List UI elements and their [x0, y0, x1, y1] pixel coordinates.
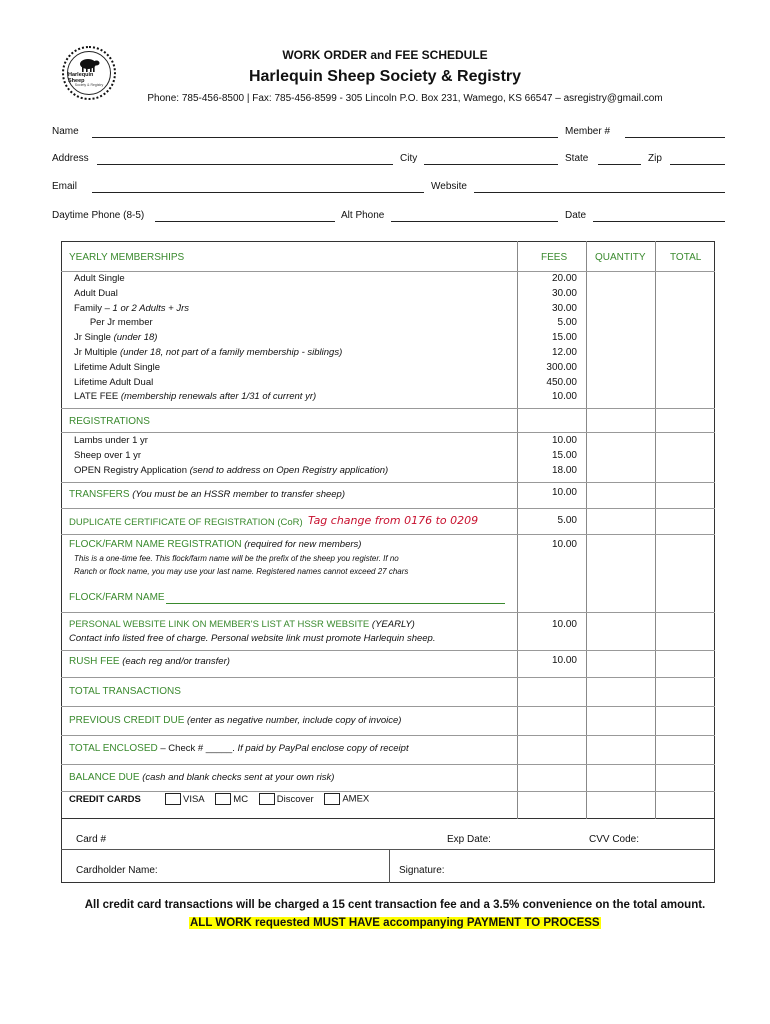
- memberships-item: [74, 331, 514, 346]
- alt-phone-field[interactable]: [391, 221, 558, 222]
- memberships-item: [74, 390, 514, 405]
- registrations-item: [74, 464, 514, 479]
- name-label: Name: [52, 126, 79, 137]
- memberships-item: [74, 272, 514, 287]
- transfers-header: TRANSFERS: [69, 489, 130, 500]
- visa-label: VISA: [183, 793, 205, 805]
- rush-fee-row: [69, 656, 230, 667]
- col-divider-total: [655, 241, 656, 819]
- memberships-item-note: (membership renewals after 1/31 of current yr): [120, 391, 317, 403]
- memberships-item-fee: 30.00: [551, 302, 577, 314]
- website-label: Website: [431, 181, 467, 192]
- yearly-memberships-header: YEARLY MEMBERSHIPS: [69, 252, 185, 263]
- registrations-item-fee: 18.00: [551, 464, 577, 476]
- card-number-label: Card #: [76, 834, 107, 845]
- card-type-options: [165, 793, 369, 805]
- contact-info: Phone: 785-456-8500 | Fax: 785-456-8599 - 305 Lincoln P.O. Box 231, Wamego, KS 66547 – asregistry@gmail.com: [147, 93, 663, 104]
- amex-label: AMEX: [342, 793, 370, 805]
- registrations-item-fee: 10.00: [551, 435, 577, 446]
- total-header: TOTAL: [670, 252, 702, 263]
- rush-fee-value: 10.00: [551, 655, 577, 666]
- logo-text: Harlequin Sheep: [68, 72, 94, 84]
- memberships-item-label: Lifetime Adult Dual: [74, 376, 154, 388]
- memberships-item: [74, 316, 514, 331]
- zip-field[interactable]: [670, 164, 725, 165]
- card-fee-notice: All credit card transactions will be charged a 15 cent transaction fee and a 3.5% convenience on the total amount.: [84, 899, 706, 911]
- transfers-note: (You must be an HSSR member to transfer sheep): [129, 489, 345, 500]
- memberships-item-note: (under 18): [113, 332, 158, 344]
- address-label: Address: [52, 153, 89, 164]
- zip-label: Zip: [648, 153, 662, 164]
- duplicate-cor-fee: 5.00: [557, 515, 577, 526]
- memberships-item-fee: 300.00: [546, 361, 577, 373]
- member-label: Member #: [565, 126, 611, 137]
- website-link-header: PERSONAL WEBSITE LINK ON MEMBER'S LIST AT HSSR WEBSITE: [69, 619, 370, 630]
- mc-checkbox[interactable]: [215, 793, 231, 805]
- flock-name-field[interactable]: [166, 603, 505, 604]
- state-field[interactable]: [598, 164, 641, 165]
- memberships-item-fee: 12.00: [551, 346, 577, 358]
- daytime-phone-field[interactable]: [155, 221, 335, 222]
- memberships-item-fee: 450.00: [546, 376, 577, 388]
- website-field[interactable]: [474, 192, 725, 193]
- memberships-item-fee: 30.00: [551, 287, 577, 299]
- registrations-fees: [517, 434, 577, 478]
- website-link-row: [69, 619, 415, 630]
- memberships-item-note: 1 or 2 Adults + Jrs: [112, 302, 190, 314]
- fees-header: FEES: [541, 252, 568, 263]
- registrations-item-label: Sheep over 1 yr: [74, 449, 142, 461]
- transfers-row: [69, 489, 345, 500]
- credit-cards-label: CREDIT CARDS: [69, 794, 141, 805]
- visa-checkbox[interactable]: [165, 793, 181, 805]
- balance-due-header: BALANCE DUE: [69, 772, 140, 783]
- mc-label: MC: [233, 793, 249, 805]
- registrations-item-fee: 15.00: [551, 449, 577, 461]
- memberships-item-label: Family –: [74, 302, 113, 314]
- memberships-item: [74, 361, 514, 376]
- memberships-item-label: LATE FEE: [74, 391, 121, 403]
- name-field[interactable]: [92, 137, 558, 138]
- memberships-item: [74, 346, 514, 361]
- previous-credit-header: PREVIOUS CREDIT DUE: [69, 715, 185, 726]
- memberships-item: [74, 376, 514, 391]
- memberships-item-fee: 15.00: [551, 332, 577, 344]
- form-title: WORK ORDER and FEE SCHEDULE: [282, 48, 488, 62]
- balance-due-row: [69, 772, 334, 783]
- col-divider-quantity: [586, 241, 587, 819]
- discover-checkbox[interactable]: [259, 793, 275, 805]
- rush-fee-header: RUSH FEE: [69, 656, 120, 667]
- previous-credit-note: (enter as negative number, include copy of invoice): [184, 715, 402, 726]
- exp-date-label: Exp Date:: [447, 834, 491, 845]
- date-label: Date: [565, 210, 587, 221]
- total-enclosed-header: TOTAL ENCLOSED: [69, 743, 158, 754]
- state-label: State: [565, 153, 589, 164]
- registrations-item: [74, 434, 514, 449]
- memberships-item-note: (under 18, not part of a family membership - siblings): [119, 346, 343, 358]
- total-transactions-label: TOTAL TRANSACTIONS: [69, 686, 181, 697]
- website-link-note: (YEARLY): [369, 619, 415, 630]
- member-field[interactable]: [625, 137, 725, 138]
- flock-name-label: FLOCK/FARM NAME: [69, 592, 165, 603]
- registrations-item-label: OPEN Registry Application: [74, 464, 190, 476]
- memberships-item-fee: 10.00: [551, 391, 577, 403]
- cvv-label: CVV Code:: [589, 834, 640, 845]
- total-enclosed-check: – Check # _____.: [157, 743, 238, 754]
- flock-registration-header: FLOCK/FARM NAME REGISTRATION: [69, 539, 242, 550]
- date-field[interactable]: [593, 221, 725, 222]
- city-label: City: [400, 153, 418, 164]
- registrations-header: REGISTRATIONS: [69, 416, 150, 427]
- rush-fee-note: (each reg and/or transfer): [119, 656, 230, 667]
- memberships-item-fee: 5.00: [557, 317, 577, 329]
- registrations-item-note: (send to address on Open Registry application): [189, 464, 389, 476]
- registrations-list: [74, 434, 514, 478]
- registrations-item: [74, 449, 514, 464]
- amex-checkbox[interactable]: [324, 793, 340, 805]
- memberships-item-label: Adult Dual: [74, 287, 118, 299]
- alt-phone-label: Alt Phone: [341, 210, 385, 221]
- quantity-header: QUANTITY: [595, 252, 646, 263]
- memberships-list: [74, 272, 514, 405]
- duplicate-cor-header: DUPLICATE CERTIFICATE OF REGISTRATION (CoR): [69, 517, 303, 528]
- flock-info-line1: This is a one-time fee. This flock/farm name will be the prefix of the sheep you register. If no: [74, 554, 399, 563]
- website-link-fee: 10.00: [551, 619, 577, 630]
- email-label: Email: [52, 181, 78, 192]
- registrations-item-label: Lambs under 1 yr: [74, 435, 148, 446]
- handwritten-note: Tag change from 0176 to 0209: [308, 514, 479, 527]
- signature-label: Signature:: [399, 865, 445, 876]
- cardholder-label: Cardholder Name:: [76, 865, 158, 876]
- memberships-item: [74, 302, 514, 317]
- logo-subtext: Society & Registry: [74, 83, 104, 88]
- transfers-fee: 10.00: [551, 487, 577, 498]
- previous-credit-row: [69, 715, 401, 726]
- email-field[interactable]: [92, 192, 424, 193]
- memberships-item-label: Per Jr member: [74, 317, 153, 329]
- flock-registration-note: (required for new members): [241, 539, 362, 550]
- total-enclosed-paypal: If paid by PayPal enclose copy of receipt: [237, 743, 409, 754]
- org-name: Harlequin Sheep Society & Registry: [248, 68, 522, 85]
- address-field[interactable]: [97, 164, 393, 165]
- flock-info-line2: Ranch or flock name, you may use your last name. Registered names cannot exceed 27 chars: [74, 567, 409, 576]
- memberships-item-label: Lifetime Adult Single: [74, 361, 161, 373]
- website-link-info: Contact info listed free of charge. Personal website link must promote Harlequin sheep.: [69, 633, 436, 644]
- memberships-item-fee: 20.00: [551, 273, 577, 284]
- memberships-item-label: Jr Multiple: [74, 346, 120, 358]
- memberships-item: [74, 287, 514, 302]
- flock-registration-row: [69, 539, 361, 550]
- daytime-phone-label: Daytime Phone (8-5): [52, 210, 145, 221]
- discover-label: Discover: [276, 793, 314, 805]
- total-enclosed-row: [69, 743, 409, 754]
- payment-required-notice: ALL WORK requested MUST HAVE accompanying PAYMENT TO PROCESS: [190, 917, 600, 929]
- memberships-item-label: Adult Single: [74, 273, 125, 284]
- city-field[interactable]: [424, 164, 558, 165]
- flock-registration-fee: 10.00: [551, 539, 577, 550]
- card-details-box: [61, 819, 715, 883]
- balance-due-note: (cash and blank checks sent at your own risk): [139, 772, 335, 783]
- memberships-item-label: Jr Single: [74, 332, 114, 344]
- memberships-fees: [517, 272, 577, 405]
